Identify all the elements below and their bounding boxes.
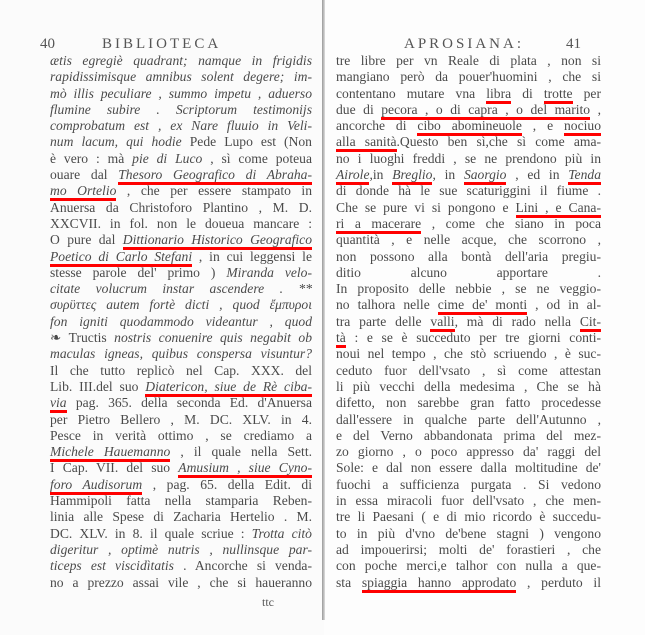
text-span: Miranda velo- [226, 264, 312, 280]
text-span: ouare dal [50, 167, 119, 183]
text-span: maculas igneas, quibus conspersa visuntur? [50, 346, 312, 362]
text-span: non possono alla bontà dell'aria pregiu- [336, 248, 601, 264]
underlined-phrase: libra [486, 86, 511, 104]
text-span: Il che tutto replicò nel Cap. XXX. del [50, 362, 312, 378]
text-line [336, 314, 601, 330]
text-span: συρϋττες [50, 297, 97, 313]
text-line [50, 460, 312, 476]
text-line [50, 151, 312, 167]
text-span: tra parte delle [336, 313, 431, 329]
text-line [50, 86, 312, 102]
text-line [336, 69, 601, 85]
text-line [336, 379, 601, 395]
text-line [50, 118, 312, 134]
text-span: in essa miracoli fuor dell'vsato , che men- [336, 493, 601, 509]
text-span: , mà di rado nella [454, 313, 580, 329]
text-span: ceduto fuor dell'vsato , sì come attestan [336, 362, 601, 378]
text-line [50, 281, 312, 297]
underlined-phrase: foro Audisorum [50, 477, 142, 495]
text-line [50, 542, 312, 558]
underlined-phrase: via [50, 395, 67, 413]
text-span: no a prezzo assai vile , che si hauerannо [50, 574, 312, 590]
text-line [50, 69, 312, 85]
text-line [50, 493, 312, 509]
text-line [336, 460, 601, 476]
text-line [50, 412, 312, 428]
text-span: XXCVII. in fol. non le doueua mancare : [50, 215, 312, 231]
text-span: , pag. 65. della Edit. di [142, 476, 312, 492]
underlined-phrase: Amusium , siue Cyno- [178, 460, 312, 478]
text-line [50, 558, 312, 574]
text-line [336, 509, 601, 525]
text-span: comprobatum est , ex Nare fluuio in Veli- [50, 118, 312, 134]
text-line [50, 183, 312, 199]
underlined-phrase: mo Ortelio [50, 183, 116, 201]
text-line [336, 444, 601, 460]
text-span: , [590, 101, 602, 117]
page-number: 41 [566, 36, 581, 52]
text-span: due di [336, 101, 382, 117]
text-line [336, 183, 601, 199]
text-span: rapidissimisque amnibus solent degere; im- [50, 69, 312, 85]
text-span: ❧ Tructis [50, 330, 115, 346]
text-span: Lib. III.del suo [50, 378, 146, 394]
text-span: fuochi a sufficienza purgata . Si vedono [336, 476, 601, 492]
text-line [336, 86, 601, 102]
text-span: dall'essere in qualche parte dell'Autunno , [336, 411, 601, 427]
text-span: noui nel tempo , che stò scriuendo , è suc- [336, 346, 601, 362]
text-line [50, 314, 312, 330]
text-span: ,in [369, 167, 393, 183]
text-line [336, 151, 601, 167]
book-gutter [322, 0, 325, 620]
text-span: di [511, 85, 544, 101]
text-span: .Questo ben sì,che sì come ama- [396, 134, 602, 150]
text-line [50, 53, 312, 69]
text-line [50, 167, 312, 183]
page-number: 40 [40, 36, 55, 52]
text-span: to in più d'vno de'bene stagni ) vengono [336, 525, 601, 541]
text-span: , od in al- [527, 297, 602, 313]
text-span: Pede Lupo est (Non [181, 134, 312, 150]
underlined-phrase: Airole [336, 167, 369, 185]
underlined-phrase: Saorgio [464, 167, 507, 185]
text-span: con poche merci,e talhor con nulla a que- [336, 558, 601, 574]
text-span: mò illis peculiare , summo impetu , aduerso [50, 85, 312, 101]
text-line [50, 477, 312, 493]
underlined-phrase: Cit- [580, 314, 601, 332]
text-span: stesse parole del' primo ) [50, 264, 227, 280]
text-line [50, 346, 312, 362]
text-line [336, 346, 601, 362]
text-span: flumine subire . Scriptorum testimonijs [50, 101, 312, 117]
text-span: autem fortè dicti , quod ἔμπυροι [96, 297, 312, 313]
text-span: pag. 365. della seconda Ed. d'Anuersa [66, 395, 312, 411]
text-line [336, 249, 601, 265]
text-span: pie di Luco [132, 150, 203, 166]
text-line [336, 281, 601, 297]
underlined-phrase: ri a macerare [336, 216, 421, 234]
text-line [50, 216, 312, 232]
underlined-phrase: spiaggia hanno approdato [362, 575, 516, 593]
text-span: , che per essere stampato in [116, 183, 312, 199]
text-line [50, 509, 312, 525]
text-span: ticeps est viscidìtatis [50, 558, 174, 574]
text-line [50, 379, 312, 395]
text-span: Trotta citò [251, 525, 312, 541]
text-span: Che se pure vi si pongono e [336, 199, 516, 215]
text-line [336, 363, 601, 379]
text-line [50, 297, 312, 313]
text-span: DC. XLV. in 8. il quale scriue : [50, 525, 252, 541]
underlined-phrase: alla sanità [336, 134, 397, 152]
text-span: citate volucrum instar ascendere . ** [50, 281, 312, 297]
text-span: tre libre per vn Reale di plata , non si [336, 53, 601, 68]
text-line [50, 395, 312, 411]
text-span: : e se è succeduto per tre giorni conti- [345, 330, 601, 346]
text-span: linia alle Spese di Zacharia Hertelio . M. [50, 509, 312, 525]
right-page [324, 0, 645, 635]
text-line [50, 330, 312, 346]
underlined-phrase: nociuo [564, 118, 601, 136]
text-line [336, 265, 601, 281]
text-span: Hammipoli fatta nella stamparia Reben- [50, 493, 312, 509]
text-span: , perduto il [516, 574, 601, 590]
text-line [336, 493, 601, 509]
text-span: , ed in [506, 167, 569, 183]
running-head: BIBLIOTECA [102, 36, 222, 52]
text-line [336, 575, 601, 591]
text-line [336, 330, 601, 346]
underlined-phrase: Lini , e Cana- [516, 200, 602, 218]
text-span: , il quale nella Sett. [170, 444, 312, 460]
underlined-phrase: cibo abomineuole [417, 118, 522, 136]
text-span: e del Verno abbandonata prima del mez- [336, 427, 601, 443]
text-span: , in cui leggensi le [192, 248, 312, 264]
text-span: difetto, non sarebbe gran fatto procedesse [336, 395, 601, 411]
text-line [50, 575, 312, 591]
text-line [50, 265, 312, 281]
text-span: Anuersa da Christoforo Plantino , M. D. [50, 199, 312, 215]
text-line [336, 53, 601, 69]
text-line [50, 363, 312, 379]
underlined-phrase: valli [430, 314, 454, 332]
text-span: ætis egregiè quadrant; namque in frigidis [50, 53, 312, 68]
text-line [336, 558, 601, 574]
text-span: mangiano però da pouer'huomini , che si [336, 69, 601, 85]
underlined-phrase: Dittionario Historico Geografico [123, 232, 312, 250]
text-line [336, 526, 601, 542]
text-span: no i luoghi freddi , se ne prendono più in [336, 150, 601, 166]
text-span: Sole: e dal non essere dalla moltitudine de' [336, 460, 601, 476]
text-span: I Cap. VII. del suo [50, 460, 179, 476]
text-line [336, 216, 601, 232]
underlined-phrase: Poetico di Carlo Stefani [50, 249, 192, 267]
underlined-phrase: trotte [544, 86, 573, 104]
text-span: , come che siano in poca [421, 215, 601, 231]
underlined-phrase: Diatericon, siue de Rè ciba- [145, 379, 312, 397]
text-line [50, 232, 312, 248]
text-line [336, 167, 601, 183]
text-line [336, 200, 601, 216]
text-line [50, 249, 312, 265]
text-line [336, 134, 601, 150]
text-span: , e [521, 118, 564, 134]
underlined-phrase: tà [336, 330, 346, 348]
text-span: ancorche di [336, 118, 418, 134]
underlined-phrase: Michele Hauemanno [50, 444, 170, 462]
text-line [336, 232, 601, 248]
catchword: ttc [262, 595, 274, 609]
text-span: per [572, 85, 601, 101]
text-span: . Ancorche si venda- [173, 558, 312, 574]
underlined-phrase: Tenda [568, 167, 601, 185]
text-line [336, 395, 601, 411]
text-line [50, 200, 312, 216]
text-span: nostris conuenire quis negabit ob [114, 330, 313, 346]
text-line [336, 118, 601, 134]
text-span: li più vecchi della medesima , Che se hà [336, 378, 601, 394]
text-span: no talhora nelle [336, 297, 438, 313]
text-span: fon igniti quodammodo videantur , quod [50, 313, 312, 329]
text-line [336, 428, 601, 444]
text-span: In proposito delle nebbie , se ne veggio- [336, 281, 601, 297]
text-span: è vero : mà [50, 150, 133, 166]
text-column [50, 53, 312, 591]
text-column [336, 53, 601, 591]
text-span: contentano mutare vna [336, 85, 487, 101]
text-line [336, 412, 601, 428]
text-span: zo giorno , o poco appresso da' raggi del [336, 444, 601, 460]
running-head: APROSIANA: [404, 36, 525, 52]
text-span: di donde hà le sue scaturiggini il fiume . [336, 183, 601, 199]
text-span: ad impouerirsi; molti de' forastieri , che [336, 541, 601, 557]
text-span: ditio alcuno apportare . [336, 264, 601, 280]
text-line [336, 542, 601, 558]
text-line [50, 444, 312, 460]
text-line [336, 102, 601, 118]
text-span: O pure dal [50, 232, 123, 248]
text-line [336, 297, 601, 313]
text-line [50, 102, 312, 118]
text-span: Pesce in verità ottimo , se crediamo a [50, 427, 312, 443]
text-span: num lacum, qui hodie [50, 134, 182, 150]
underlined-phrase: Thesoro Geografico di Abraha- [118, 167, 312, 185]
underlined-phrase: cime de' monti [438, 297, 527, 315]
text-span: tre li Paesani ( e di mio ricordo è succedu- [336, 509, 601, 525]
text-line [50, 526, 312, 542]
text-span: quantità , e nelle acque, che scorrono , [336, 232, 601, 248]
text-line [50, 134, 312, 150]
text-span: per Pietro Bellero , M. DC. XLV. in 4. [50, 411, 312, 427]
text-span: sta [336, 574, 362, 590]
text-span: , in [432, 167, 464, 183]
text-line [336, 477, 601, 493]
text-span: , sì come poteua [202, 150, 312, 166]
text-span: digeritur , optimè nutris , nullinsque par- [50, 541, 312, 557]
underlined-phrase: Breglio [392, 167, 432, 185]
underlined-phrase: pecora , o di capra , o del marito [381, 102, 590, 120]
text-line [50, 428, 312, 444]
